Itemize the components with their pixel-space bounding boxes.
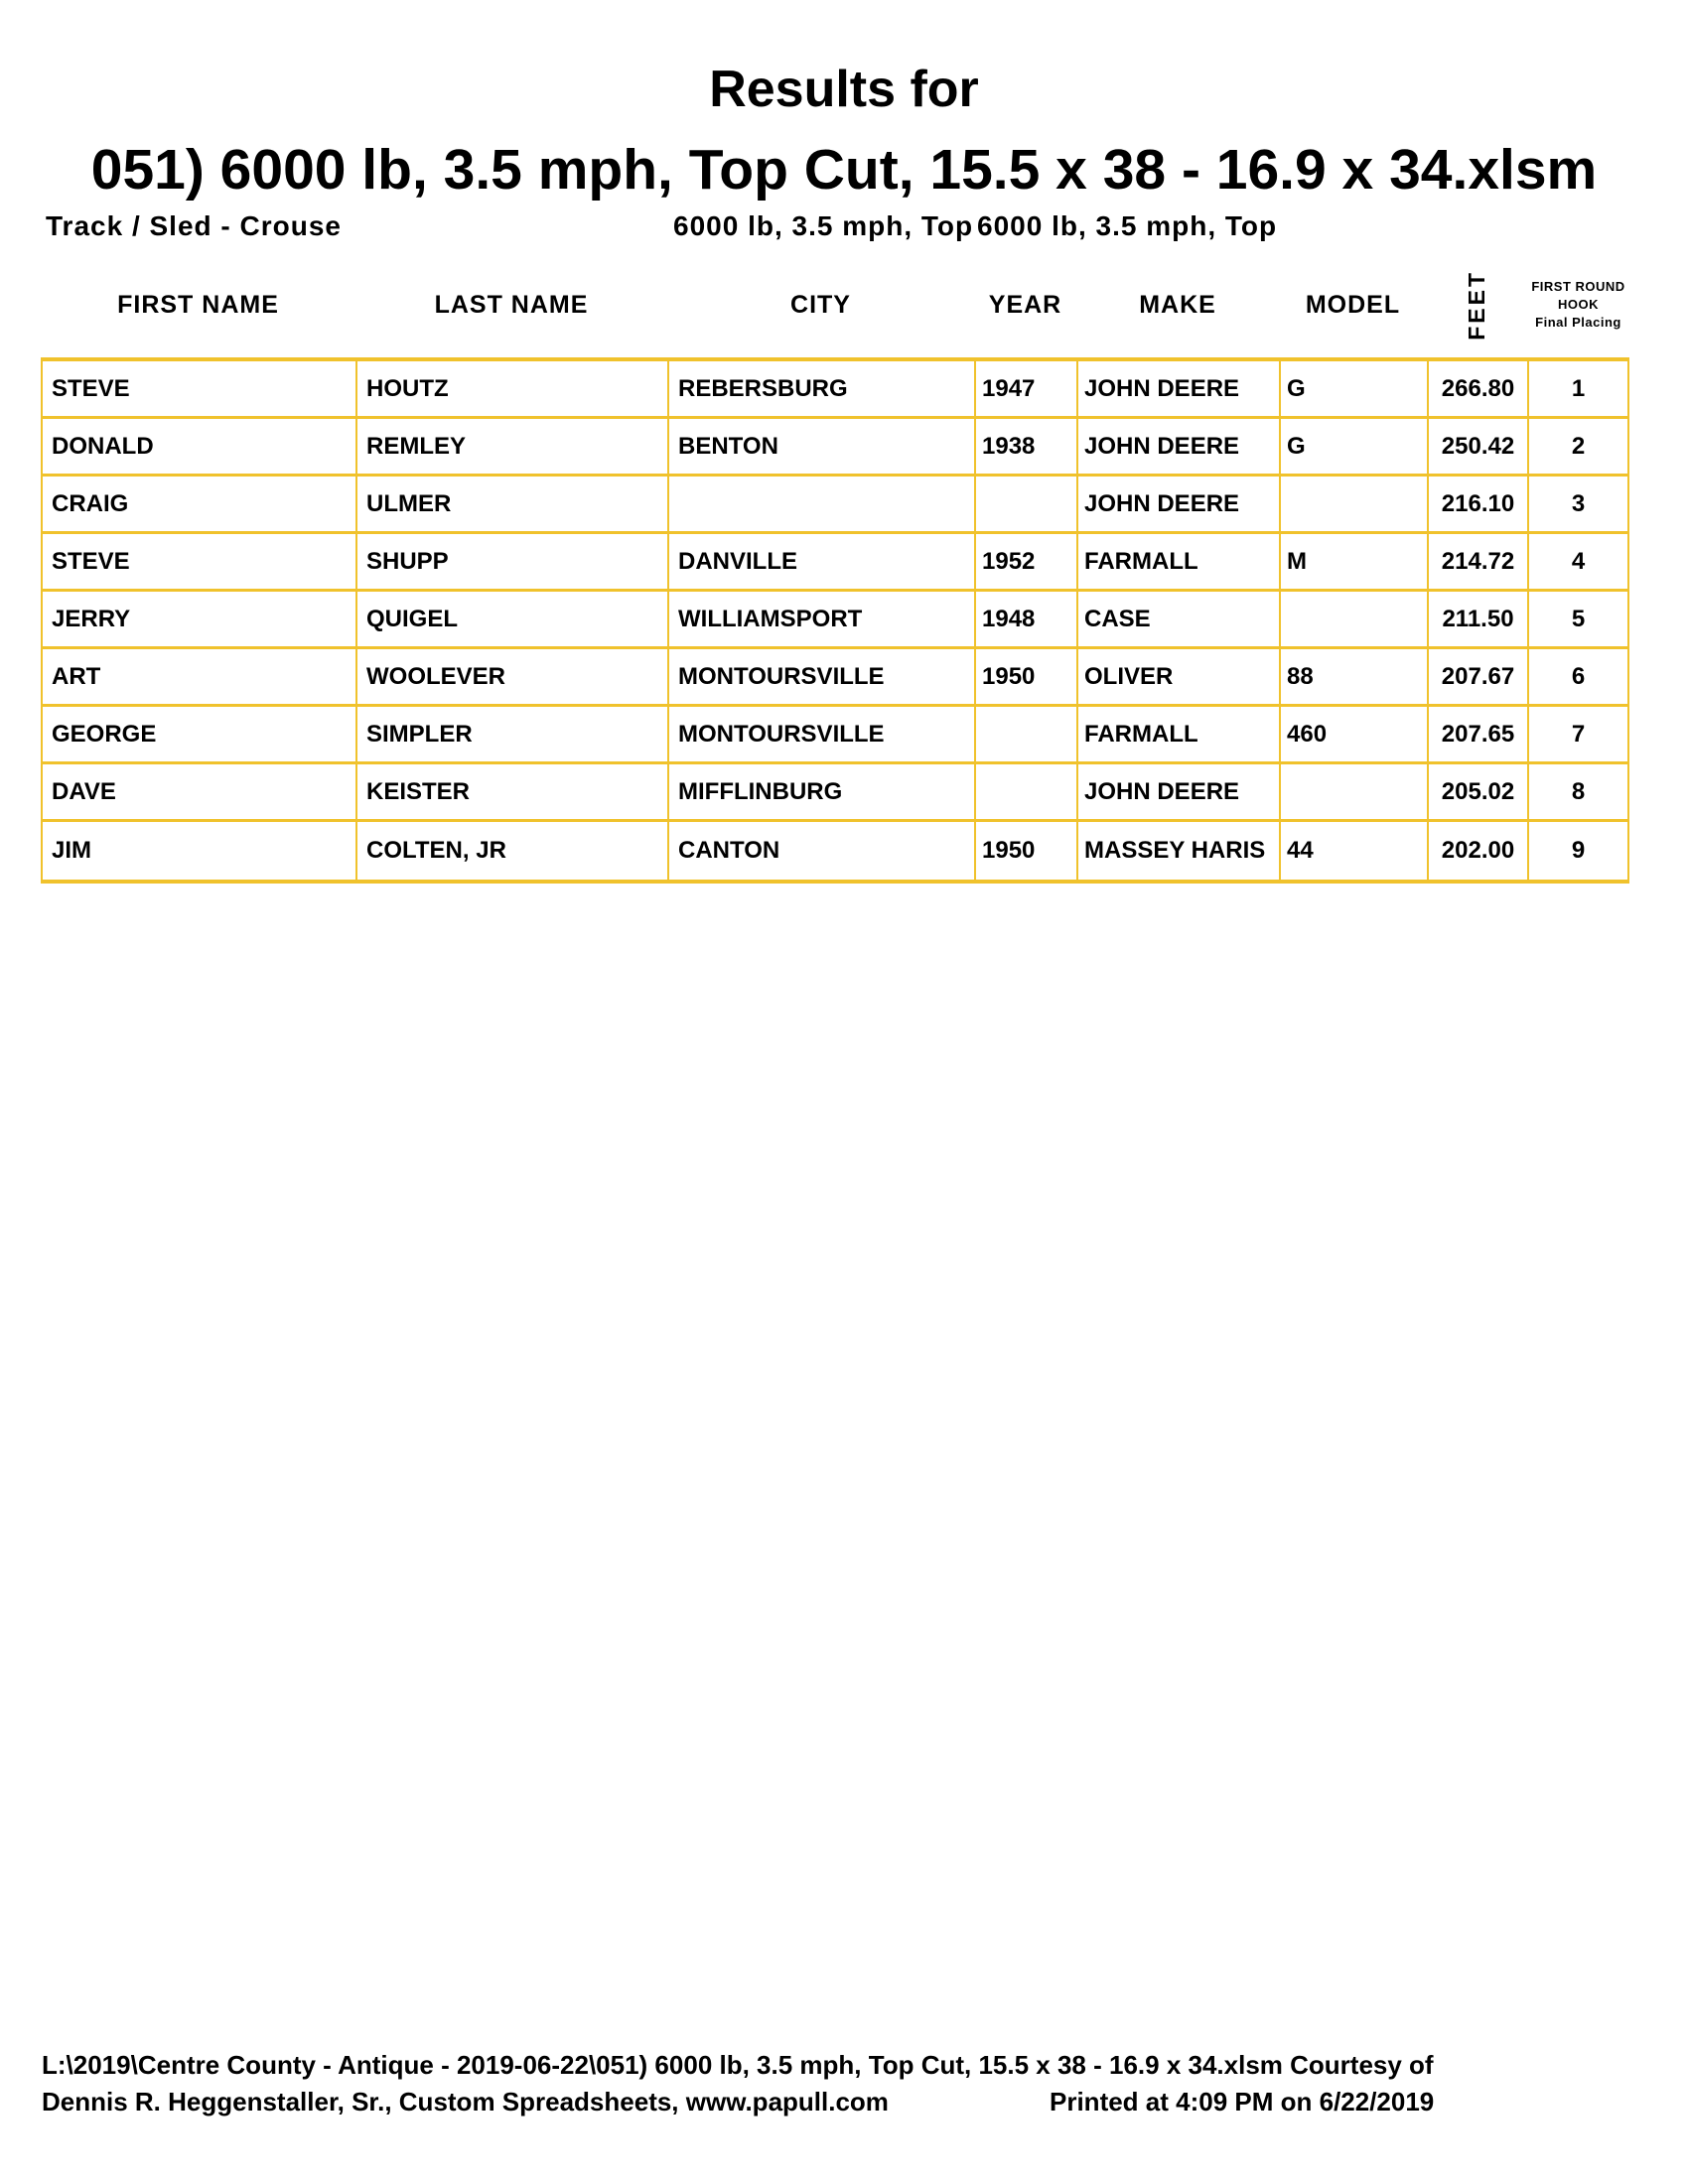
cell-model: M	[1279, 534, 1427, 589]
cell-make: OLIVER	[1076, 649, 1279, 704]
cell-last-name: COLTEN, JR	[355, 822, 667, 880]
cell-last-name: ULMER	[355, 477, 667, 531]
table-row	[41, 477, 1629, 534]
results-table	[41, 357, 1629, 884]
cell-make: CASE	[1076, 592, 1279, 646]
cell-feet: 202.00	[1427, 822, 1527, 880]
cell-first-name: STEVE	[41, 361, 355, 416]
cell-placing: 4	[1527, 534, 1629, 589]
footer-credit-line	[42, 2089, 1650, 2115]
cell-year	[974, 707, 1076, 761]
col-header-placing	[1527, 266, 1629, 343]
cell-first-name: JIM	[41, 822, 355, 880]
cell-model: G	[1279, 361, 1427, 416]
cell-first-name: DONALD	[41, 419, 355, 474]
cell-placing: 3	[1527, 477, 1629, 531]
table-row	[41, 534, 1629, 592]
cell-last-name: SIMPLER	[355, 707, 667, 761]
col-header-model: MODEL	[1305, 290, 1401, 319]
cell-last-name: WOOLEVER	[355, 649, 667, 704]
cell-city: WILLIAMSPORT	[667, 592, 974, 646]
cell-make: FARMALL	[1076, 707, 1279, 761]
class-name-left: 6000 lb, 3.5 mph, Top	[673, 212, 974, 241]
cell-last-name: SHUPP	[355, 534, 667, 589]
col-header-first-name: FIRST NAME	[117, 290, 279, 319]
cell-make: FARMALL	[1076, 534, 1279, 589]
cell-feet: 207.65	[1427, 707, 1527, 761]
cell-first-name: STEVE	[41, 534, 355, 589]
cell-make: JOHN DEERE	[1076, 477, 1279, 531]
cell-year: 1938	[974, 419, 1076, 474]
footer-file-path: L:\2019\Centre County - Antique - 2019-06-22\051) 6000 lb, 3.5 mph, Top Cut, 15.5 x 38 - 16.9 x 34.xlsm Courtesy of	[42, 2050, 1434, 2080]
col-header-feet	[1427, 266, 1527, 343]
cell-model: 460	[1279, 707, 1427, 761]
col-header-last-name: LAST NAME	[434, 290, 589, 319]
cell-last-name: HOUTZ	[355, 361, 667, 416]
cell-feet: 216.10	[1427, 477, 1527, 531]
cell-year	[974, 477, 1076, 531]
cell-make: MASSEY HARIS	[1076, 822, 1279, 880]
col-header-year: YEAR	[988, 290, 1062, 319]
page-title: Results for	[709, 61, 979, 118]
col-header-city: CITY	[790, 290, 851, 319]
cell-placing: 8	[1527, 764, 1629, 819]
cell-city: DANVILLE	[667, 534, 974, 589]
col-header-make: MAKE	[1139, 290, 1216, 319]
cell-placing: 9	[1527, 822, 1629, 880]
cell-city: REBERSBURG	[667, 361, 974, 416]
placing-header-line1: FIRST ROUND	[1531, 279, 1625, 294]
cell-city: MONTOURSVILLE	[667, 707, 974, 761]
cell-first-name: ART	[41, 649, 355, 704]
placing-header-line2: HOOK	[1558, 297, 1599, 312]
file-title: 051) 6000 lb, 3.5 mph, Top Cut, 15.5 x 38 - 16.9 x 34.xlsm	[90, 138, 1598, 202]
cell-city: MIFFLINBURG	[667, 764, 974, 819]
cell-make: JOHN DEERE	[1076, 361, 1279, 416]
table-row	[41, 764, 1629, 822]
cell-model: 88	[1279, 649, 1427, 704]
cell-placing: 6	[1527, 649, 1629, 704]
cell-model	[1279, 477, 1427, 531]
cell-placing: 2	[1527, 419, 1629, 474]
feet-rotated-label: FEET	[1464, 269, 1489, 341]
class-name-right: 6000 lb, 3.5 mph, Top	[977, 212, 1278, 241]
cell-last-name: QUIGEL	[355, 592, 667, 646]
cell-city: CANTON	[667, 822, 974, 880]
cell-model	[1279, 764, 1427, 819]
cell-last-name: KEISTER	[355, 764, 667, 819]
cell-placing: 7	[1527, 707, 1629, 761]
table-row	[41, 822, 1629, 880]
cell-first-name: CRAIG	[41, 477, 355, 531]
cell-feet: 211.50	[1427, 592, 1527, 646]
cell-city: MONTOURSVILLE	[667, 649, 974, 704]
cell-feet: 207.67	[1427, 649, 1527, 704]
cell-make: JOHN DEERE	[1076, 419, 1279, 474]
table-row	[41, 592, 1629, 649]
cell-year: 1950	[974, 822, 1076, 880]
cell-year: 1952	[974, 534, 1076, 589]
cell-first-name: GEORGE	[41, 707, 355, 761]
cell-feet: 250.42	[1427, 419, 1527, 474]
table-row	[41, 361, 1629, 419]
cell-make: JOHN DEERE	[1076, 764, 1279, 819]
cell-city: BENTON	[667, 419, 974, 474]
table-row	[41, 649, 1629, 707]
cell-model: G	[1279, 419, 1427, 474]
table-row	[41, 707, 1629, 764]
cell-feet: 266.80	[1427, 361, 1527, 416]
cell-first-name: JERRY	[41, 592, 355, 646]
cell-year: 1950	[974, 649, 1076, 704]
cell-model: 44	[1279, 822, 1427, 880]
table-header-row	[41, 266, 1629, 343]
track-sled-label: Track / Sled - Crouse	[46, 210, 342, 241]
table-row	[41, 419, 1629, 477]
cell-last-name: REMLEY	[355, 419, 667, 474]
footer-credit-text: Dennis R. Heggenstaller, Sr., Custom Spreadsheets, www.papull.com	[42, 2087, 889, 2116]
placing-header-line3: Final Placing	[1535, 315, 1621, 330]
cell-year	[974, 764, 1076, 819]
cell-first-name: DAVE	[41, 764, 355, 819]
cell-feet: 205.02	[1427, 764, 1527, 819]
cell-placing: 5	[1527, 592, 1629, 646]
footer-printed-timestamp: Printed at 4:09 PM on 6/22/2019	[1050, 2087, 1435, 2116]
cell-year: 1948	[974, 592, 1076, 646]
cell-city	[667, 477, 974, 531]
cell-model	[1279, 592, 1427, 646]
cell-year: 1947	[974, 361, 1076, 416]
cell-feet: 214.72	[1427, 534, 1527, 589]
cell-placing: 1	[1527, 361, 1629, 416]
